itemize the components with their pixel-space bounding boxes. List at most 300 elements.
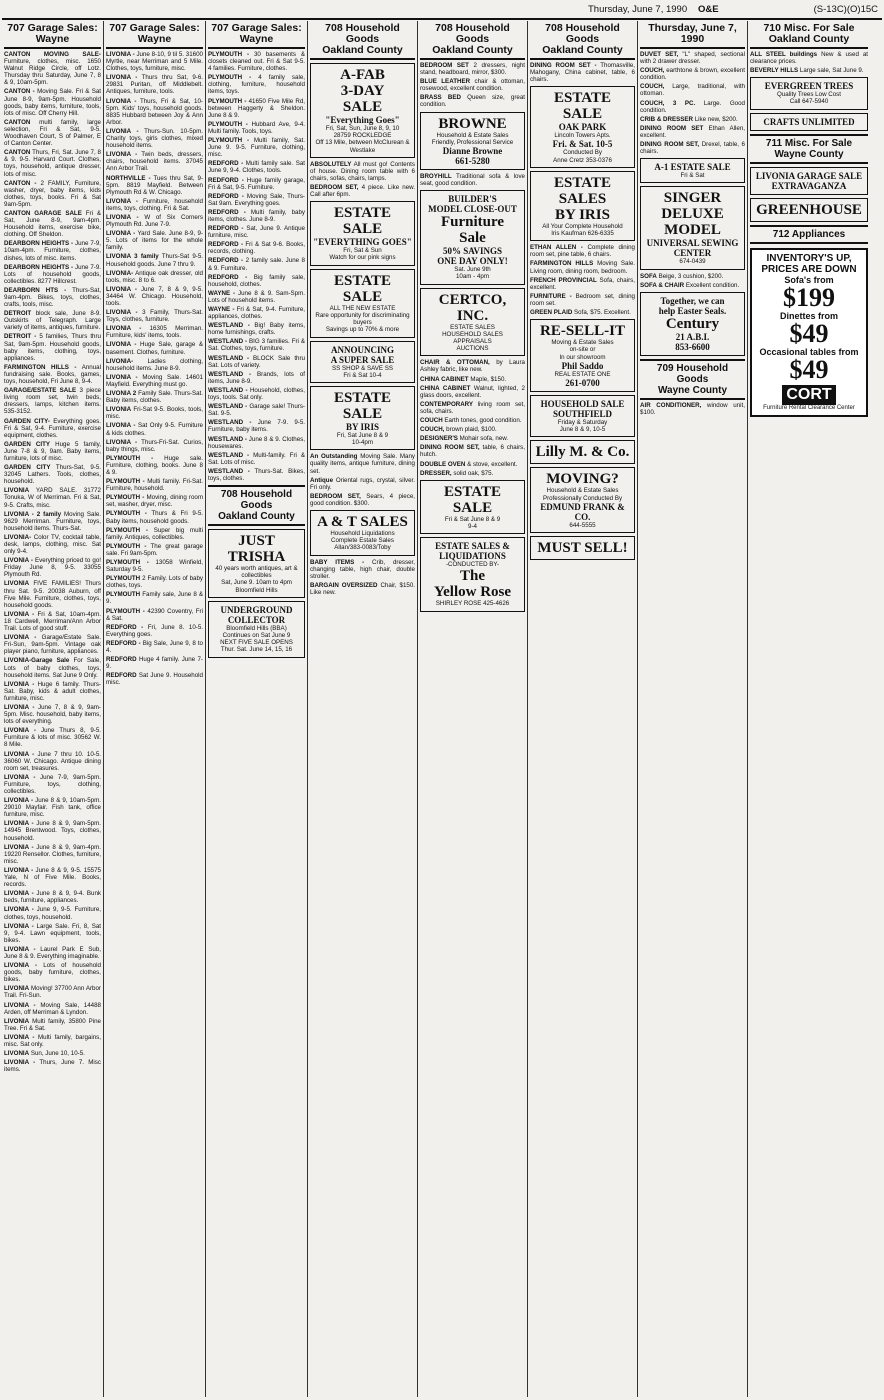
ad-line: REAL ESTATE ONE [554, 370, 611, 378]
classified-ad [4, 180, 101, 208]
classified-ad [208, 193, 305, 207]
ad-title: RE-SELL-IT [539, 323, 626, 340]
a1-estate-ad [640, 158, 745, 183]
ad-body: Family Sale. Thurs-Sat. Baby items, clothes. [106, 390, 203, 405]
ad-lead: PLYMOUTH - [208, 74, 252, 82]
ad-line: 10am - 4pm [455, 273, 489, 281]
ad-list [420, 173, 525, 187]
classified-ad [4, 487, 101, 508]
ad-body: June 8-10, 9 til 5. 31600 Myrtle, near Merriman and 5 Mile. Clothes, toys, furniture, misc. [106, 51, 203, 73]
ad-body: All must go! Contents of house. Dining room table with 6 chairs, sofas, chairs, lamps. [310, 160, 415, 182]
ad-lead: NORTHVILLE - [106, 174, 151, 182]
ad-body: Multi family sale. Sat June 9, 9-4. Clothes, tools. [208, 160, 305, 175]
ad-lead: WESTLAND - [208, 403, 248, 411]
ad-lead: CHINA CABINET [420, 375, 469, 383]
ad-lead: CONTEMPORARY [420, 400, 474, 408]
classified-ad [530, 62, 635, 83]
classified-ad [310, 477, 415, 491]
section-header: 708 Household Goods Oakland County [530, 21, 635, 60]
ad-body: Big family sale, household, clothes. [208, 273, 305, 288]
ad-line: SHIRLEY ROSE 425-4626 [435, 600, 510, 608]
ad-line: ONE DAY ONLY! [437, 256, 508, 267]
classified-ad [106, 374, 203, 388]
classified-ad [640, 282, 745, 289]
ad-body: Oriental rugs, crystal, silver. Fri only. [310, 476, 415, 491]
ad-lead: CHINA CABINET [420, 384, 471, 392]
ad-title: ESTATE SALE [334, 272, 391, 305]
ad-body: Yard Sale. June 8-9, 9-5. Lots of items for the whole family. [106, 230, 203, 252]
ad-body: June 8 & 9, 10am-5pm. 29010 Mayfair. Fish tank, office furniture, misc. [4, 797, 101, 819]
classified-ad [750, 67, 868, 74]
just-trisha-ad [208, 529, 305, 598]
ad-body: Huge 4 family. June 7-9. [106, 656, 203, 671]
ad-body: Antique oak dresser, old tools, misc. 8 to 6. [106, 269, 203, 284]
ad-body: Fri & Sat, June 8-9, 9am-4pm. Household items, exercise bike, clothing. Off Sheldon. [4, 209, 101, 239]
ad-lead: COUCH, [420, 426, 445, 434]
classified-ad [208, 137, 305, 158]
ad-subtitle: BY IRIS [346, 421, 379, 432]
ad-lead: LIVONIA - [4, 945, 36, 953]
column-3 [206, 21, 308, 1397]
classified-ad [106, 640, 203, 654]
classified-ad [4, 88, 101, 116]
ad-body: earthtone & brown, excellent condition. [640, 67, 745, 82]
classified-ad [310, 453, 415, 474]
ad-line: Thur. Sat. June 14, 15, 16 [220, 646, 293, 654]
ad-body: Huge family garage, Fri & Sat, 9-5. Furniture. [208, 176, 306, 191]
classified-ad [4, 867, 101, 888]
ad-lead: LIVONIA - [106, 373, 138, 381]
classified-ad [4, 287, 101, 308]
classified-ad [208, 371, 305, 385]
classified-ad [208, 306, 305, 320]
ad-body: June 7-9, 9am-5pm. Furniture, toys, clothing, collectibles. [4, 773, 101, 795]
classified-ad [4, 464, 101, 485]
ad-body: 5 families, Thurs thru Sat, 9am-5pm. Household goods, baby items, clothing, toys, appliances. [4, 333, 101, 362]
classified-ad [530, 309, 635, 316]
ad-body: June 7-9, 10am-4pm. Furniture, clothes, dishes, lots of misc. items. [4, 240, 101, 262]
classified-ad [106, 656, 203, 670]
ad-lead: LIVONIA - [106, 151, 138, 159]
ad-title: A-FAB 3-DAY SALE [340, 67, 385, 115]
ad-lead: WESTLAND - [208, 451, 250, 459]
ad-body: Ladies clothing, household items. June 8-9. [106, 357, 203, 372]
ad-lead: LIVONIA-Garage Sale [4, 657, 70, 665]
ad-subtitle: The Yellow Rose [433, 568, 512, 601]
ad-body: 3 piece living room set, twin beds, dressers, lamps, kitchen items. 535-3152. [4, 387, 101, 416]
cort-item-label: Dinettes from [779, 310, 838, 321]
ad-title: UNDERGROUND COLLECTOR [220, 604, 293, 625]
ad-body: Bedroom set, dining room set. [530, 292, 635, 307]
iris-ad [530, 171, 635, 241]
ad-body: Sun, June 10, 10-5. [30, 1050, 85, 1058]
classified-ad [640, 67, 745, 81]
ad-line: 21 A.B.I. [675, 331, 710, 342]
ad-lead: WESTLAND - [208, 386, 248, 394]
classified-ad [4, 387, 101, 415]
ad-list [420, 359, 525, 476]
ad-body: solid oak, $75. [453, 469, 494, 477]
ad-lead: PLYMOUTH - [106, 510, 147, 518]
classified-ad [4, 774, 101, 795]
classified-ad [4, 906, 101, 920]
ad-body: Earth tones, good condition. [444, 417, 522, 425]
ad-lead: BEVERLY HILLS [750, 67, 799, 75]
ad-line: Household & Estate Sales [546, 487, 619, 495]
ad-body: Garage sale! Thurs-Sat. 9-5. [208, 403, 305, 418]
ad-body: living room set, sofa, chairs. [420, 400, 525, 415]
ad-lead: DUVET SET, [640, 51, 679, 58]
ad-lead: LIVONIA - [4, 750, 35, 758]
classified-ad [530, 244, 635, 258]
ad-line: Fri & Sat [680, 172, 705, 180]
ad-lead: CANTON - [4, 179, 37, 187]
ad-body: & stove, excellent. [467, 460, 518, 468]
ad-lead: BRASS BED [420, 94, 461, 102]
classified-ad [106, 672, 203, 686]
ad-lead: LIVONIA - [106, 341, 137, 349]
ad-lead: LIVONIA - [4, 773, 36, 781]
ad-body: Sofa, $75. Excellent. [574, 309, 631, 317]
ad-line: ALL THE NEW ESTATE [329, 304, 396, 312]
ad-body: Multi-family. Fri & Sat. Lots of misc. [208, 451, 305, 466]
ad-line: Fri, Sat June 8 & 9 [336, 431, 389, 439]
ad-lead: REDFORD - [208, 208, 246, 216]
classified-ad [208, 177, 305, 191]
section-header: 712 Appliances [750, 225, 868, 244]
ad-lead: LIVONIA - [106, 197, 138, 205]
classified-ad [420, 426, 525, 433]
ad-title: A-1 ESTATE SALE [654, 162, 731, 173]
ad-lead: SOFA & CHAIR [640, 281, 685, 289]
classified-ad [106, 608, 203, 622]
classified-ad [420, 173, 525, 187]
ad-line: Watch for our pink signs [329, 254, 396, 262]
ad-title: HOUSEHOLD SALE [540, 398, 625, 409]
classified-ad [310, 161, 415, 182]
cort-logo: CORT [782, 385, 835, 405]
classified-ad [106, 151, 203, 172]
ad-body: Thurs-Sun. 10-5pm. Charity toys, girls clothes, mixed household items. [106, 127, 203, 150]
classified-ad [420, 417, 525, 424]
ad-body: Large sale, Sat June 9. [799, 67, 864, 75]
ad-line: 40 years worth antiques, art & collectibles [215, 565, 298, 580]
ad-line: Moving & Estate Sales [551, 339, 614, 347]
ad-body: Sat June 9. Household misc. [106, 672, 203, 687]
column-5 [418, 21, 528, 1397]
ad-lead: LIVONIA 2 [106, 390, 137, 398]
yellow-rose-ad [420, 537, 525, 611]
classified-ad [4, 704, 101, 725]
ad-title: LIVONIA GARAGE SALE EXTRAVAGANZA [755, 170, 863, 191]
columns [2, 21, 882, 1397]
ad-lead: COUCH, 3 PC. [640, 99, 696, 107]
lilly-ad [530, 440, 635, 464]
ad-body: YARD SALE. 31772 Tonuka, W of Merriman. Fri & Sat, 9-5. Crafts, misc. [4, 487, 101, 509]
ad-body: Family sale, June 8 & 9. [106, 591, 203, 606]
ad-body: Fri & Sat 9-6. Books, records, clothing. [208, 241, 305, 256]
ad-line: 10-4pm [352, 439, 373, 447]
ad-title: A & T SALES [317, 513, 408, 530]
ad-lead: REDFORD - [106, 639, 141, 647]
classified-ad [106, 494, 203, 508]
classified-ad [106, 270, 203, 284]
ad-body: W of Six Corners Plymouth Rd. June 7-9. [106, 213, 203, 229]
ad-title: EVERGREEN TREES [764, 81, 854, 92]
cort-item-price: $49 [789, 318, 829, 348]
classified-ad [420, 62, 525, 76]
classified-ad [420, 444, 525, 458]
crafts-ad [750, 113, 868, 131]
ad-lead: ALL STEEL buildings [750, 51, 818, 58]
ad-body: Fri-Sat 9-5. Books, tools, misc. [106, 406, 203, 421]
classified-ad [208, 436, 305, 450]
ad-lead: BARGAIN OVERSIZED [310, 581, 378, 589]
ad-line: EDMUND FRANK & CO. [540, 501, 625, 522]
ad-lead: COUCH [420, 417, 443, 425]
ad-lead: LIVONIA- [106, 269, 134, 277]
ad-lead: LIVONIA - [106, 422, 136, 430]
classified-ad [4, 264, 101, 285]
classified-ad [106, 527, 203, 541]
ad-lead: WESTLAND - [208, 435, 247, 443]
ad-subtitle: SOUTHFIELD [552, 408, 612, 419]
ad-body: June 9, 9-5. Furniture, clothes, toys, household. [4, 906, 101, 921]
ad-body: June 8 & 9, 9-4. Bunk beds, furniture, appliances. [4, 890, 101, 905]
classified-ad [4, 985, 101, 999]
announcing-ad [310, 341, 415, 383]
ad-lead: DINING ROOM SET, [420, 444, 480, 452]
ad-lead: PLYMOUTH - [106, 478, 145, 486]
ad-lead: WESTLAND - [208, 322, 250, 330]
ad-title: CERTCO, INC. [438, 291, 507, 324]
ad-body: Moving, dining room set, washer, dryer, misc. [106, 494, 203, 509]
ad-body: Moving Sale. Many quality items, antique furniture, dining set. [310, 453, 415, 475]
ad-body: 41650 Five Mile Rd, between Haggerty & Sheldon. June 8 & 9. [208, 97, 305, 119]
ad-lead: PLYMOUTH - [106, 607, 145, 615]
classified-ad [106, 175, 203, 196]
ad-title: ESTATE SALES BY IRIS [554, 174, 611, 223]
ad-body: Laurel Park E Sub, June 8 & 9. Everything imaginable. [4, 945, 101, 960]
classified-ad [4, 1059, 101, 1073]
classified-ad [4, 681, 101, 702]
ad-line: Sat. June 9th [454, 266, 491, 274]
ad-list [208, 51, 305, 482]
ad-body: Big! Baby items, home furnishings, crafts. [208, 322, 305, 337]
ad-title: MOVING? [546, 471, 619, 488]
column-4 [308, 21, 418, 1397]
classified-ad [640, 273, 745, 280]
ad-line: HOUSEHOLD SALES [442, 330, 503, 338]
classified-ad [208, 74, 305, 95]
ad-line: 261-0700 [565, 377, 600, 388]
paper-name: O&E [698, 4, 719, 15]
ad-body: Moving! 37700 Ann Arbor Trail. Fri-Sun. [4, 985, 101, 1000]
ad-title: GREENHOUSE [756, 201, 862, 218]
ad-title: SINGER DELUXE MODEL [661, 190, 724, 239]
classified-ad [4, 844, 101, 865]
classified-ad [106, 51, 203, 72]
ad-body: Fri, June 8. 10-5. Everything goes. [106, 623, 203, 638]
classified-ad [106, 390, 203, 404]
classified-ad [106, 253, 203, 267]
ad-lead: REDFORD [106, 656, 137, 664]
section-header: 708 Household Goods Oakland County [310, 21, 415, 60]
ad-lead: CANTON GARAGE SALE [4, 209, 82, 217]
ad-body: Moving Sale. 14601 Mayfield. Everything must go. [106, 373, 203, 388]
ad-body: Traditional sofa & love seat, good condition. [420, 172, 526, 188]
builders-ad [420, 190, 525, 284]
ad-title: Together, we can help Easter Seals. [658, 295, 727, 316]
must-sell-ad [530, 536, 635, 560]
ad-line: AUCTIONS [456, 345, 489, 353]
ad-line: Iris Kaufman 626-6335 [551, 230, 614, 238]
ad-lead: PLYMOUTH - [106, 526, 148, 534]
century21-ad [640, 292, 745, 356]
classified-ad [106, 214, 203, 228]
ad-line: June 8 & 9, 10-5 [559, 426, 606, 434]
ad-body: Thurs-Sat, 9-5. 32045 Lathers. Tools, clothes, household. [4, 464, 101, 486]
ad-body: Thurs-Sat, 9am-4pm. Bikes, toys, clothes, crafts, tools, misc. [4, 286, 102, 309]
ad-line: Fri & Sat June 8 & 9 [444, 515, 501, 523]
running-header [500, 4, 880, 18]
classified-ad [310, 559, 415, 580]
resell-ad [530, 319, 635, 392]
section-header: 709 Household Goods Wayne County [640, 359, 745, 400]
classified-ad [4, 820, 101, 841]
ad-lead: LIVONIA- [106, 357, 134, 365]
ad-body: Thurs, Fri, Sat. June 7, 8 & 9. 9-5. Harvard Court. Clothes, toys, household, antique dresser, lots of misc. [4, 149, 101, 178]
ad-line: Bloomfield Hills (BBA) [226, 624, 287, 632]
section-header: 707 Garage Sales: Wayne [106, 21, 203, 49]
ad-body: New & used at clearance prices. [750, 51, 868, 66]
ad-title: JUST TRISHA [227, 533, 286, 566]
classified-ad [4, 1018, 101, 1032]
ad-lead: REDFORD [106, 672, 137, 680]
evergreen-ad [750, 77, 868, 109]
classified-ad [106, 198, 203, 212]
ad-list [640, 51, 745, 155]
ad-title: ESTATE SALE [554, 90, 611, 123]
ad-line: Friendly, Professional Service [431, 138, 514, 146]
ad-lead: WESTLAND - [208, 338, 248, 346]
ad-body: window unit, $100. [640, 401, 745, 416]
classified-ad [4, 797, 101, 818]
cort-furniture-ad [750, 248, 868, 417]
classified-ad [208, 322, 305, 336]
ad-line: 853-6600 [675, 341, 710, 352]
classified-ad [640, 125, 745, 139]
classified-ad [208, 419, 305, 433]
ad-lead: DINING ROOM SET, [640, 141, 700, 149]
ad-body: Big Sale, June 9, 8 to 4. [106, 639, 203, 655]
ad-body: Thurs-Sat. Bikes, toys, clothes. [208, 467, 305, 482]
singer-ad [640, 186, 745, 269]
ad-lead: GARDEN CITY- [4, 417, 50, 425]
ad-body: Maple, $150. [470, 375, 507, 383]
ad-lead: LIVONIA 3 family [106, 253, 159, 261]
ad-title: BUILDER'S MODEL CLOSE-OUT [428, 194, 517, 215]
ad-line: Continues on Sat June 9 [222, 632, 291, 640]
ad-line: NEXT FIVE SALE OPENS [220, 639, 293, 647]
classified-ad [4, 534, 101, 555]
classified-ad [4, 751, 101, 772]
ad-lead: LIVONIA - [106, 97, 137, 105]
classified-ad [208, 403, 305, 417]
ad-lead: PLYMOUTH - [106, 454, 154, 462]
classified-ad [106, 406, 203, 420]
ad-lead: LIVONIA - [4, 634, 37, 642]
ad-lead: BEDROOM SET, [310, 184, 359, 192]
ad-body: Tues thru Sat, 9-5pm. 8819 Mayfield. Between Plymouth Rd & W. Chicago. [106, 174, 204, 196]
ad-body: Multi family, baby items, clothes. June 8-9. [208, 208, 305, 223]
ad-lead: AIR CONDITIONER, [640, 401, 702, 409]
ad-body: BIG 3 families. Fri & Sat. Clothes, toys, furniture. [208, 338, 305, 353]
ad-lead: ETHAN ALLEN - [530, 244, 583, 252]
ad-line: Call 647-5940 [789, 98, 829, 106]
classified-ad [4, 418, 101, 439]
ad-lead: LIVONIA - [106, 213, 139, 221]
ad-title: CRAFTS UNLIMITED [763, 116, 855, 127]
ad-lead: FURNITURE - [530, 292, 572, 300]
ad-lead: PLYMOUTH - [208, 97, 247, 105]
ad-lead: GARDEN CITY [4, 440, 51, 448]
ad-body: 30 basements & closets cleaned out. Fri & Sat 9-5. 4 families. Furniture, clothes. [208, 51, 305, 73]
ad-body: Annual fundraising sale. Books, games, toys, household, Fri June 8, 9-4. [4, 363, 101, 386]
ad-lead: PLYMOUTH - [106, 494, 145, 502]
ad-lead: LIVONIA - [4, 1033, 35, 1041]
ad-body: Furniture, household items, toys, clothing. Fri & Sat. [106, 197, 203, 212]
ad-body: Ethan Allen, excellent. [640, 124, 745, 139]
ad-body: Huge 6 family. Thurs-Sat. Baby, kids & adult clothes, furniture, misc. [4, 680, 101, 702]
ad-lead: GARAGE/ESTATE SALE [4, 387, 77, 395]
ad-body: Large. Good condition. [640, 99, 745, 114]
classified-ad [106, 591, 203, 605]
classified-ad [4, 580, 101, 608]
classified-ad [4, 657, 101, 678]
ad-lead: LIVONIA - [4, 820, 34, 828]
ad-lead: BROYHILL [420, 172, 452, 180]
classified-ad [640, 51, 745, 65]
ad-lead: LIVONIA - [106, 127, 139, 135]
classified-ad [106, 575, 203, 589]
ad-body: June 8 & 9, 9-5. 15575 Yale, N of Five Mile. Books, records. [4, 866, 101, 889]
classified-ad [106, 74, 203, 95]
classified-ad [106, 510, 203, 524]
ad-body: Multi family. Fri-Sat. Furniture, household. [106, 478, 203, 493]
classified-ad [106, 230, 203, 251]
ad-body: FIVE FAMILIES! Thurs thru Sat. 9-5. 20038 Auburn, off Five Mile. Furniture, clothes, toys, household goods. [4, 580, 101, 609]
ad-body: Thomasville, Mahogany, China cabinet, table, 6 chairs. [530, 62, 635, 84]
ad-line: Phil Saddo [561, 360, 604, 371]
cort-item-label: Occasional tables from [759, 346, 859, 357]
ad-lead: LIVONIA - [4, 866, 34, 874]
classified-ad [208, 225, 305, 239]
ad-lead: LIVONIA [4, 985, 30, 993]
classified-ad [310, 184, 415, 198]
ad-body: Thurs & Fri 9-5. Baby items, household goods. [106, 510, 204, 525]
ad-body: Twin beds, dressers, chairs, household items. 37045 Ann Arbor Trail. [106, 151, 203, 173]
ad-lead: PLYMOUTH [106, 591, 141, 599]
classified-ad [208, 160, 305, 174]
ad-lead: DRESSER, [420, 469, 452, 477]
ad-lead: LIVONIA - 2 family [4, 510, 62, 518]
ad-lead: DEARBORN HEIGHTS - [4, 263, 74, 271]
ad-body: Moving Sale, Thurs-Sat 9am. Everything goes. [208, 192, 305, 207]
ad-body: 4 family sale, clothing, furniture, household items, toys. [208, 74, 305, 96]
ad-lead: LIVONIA - [4, 797, 34, 805]
ad-subtitle: OAK PARK [558, 122, 607, 133]
